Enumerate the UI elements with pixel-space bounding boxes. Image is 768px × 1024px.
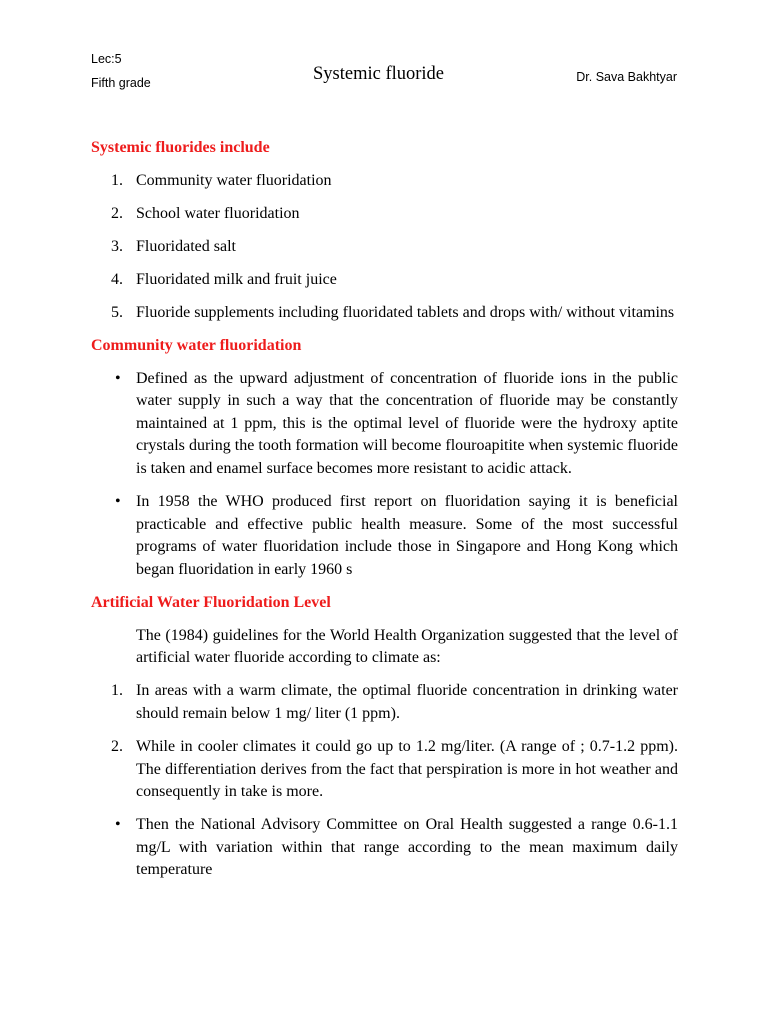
list-item-text: Then the National Advisory Committee on Oral Health suggested a range 0.6-1.1 mg/L with variation within that range according to the mean maximum daily temperature xyxy=(136,816,678,879)
list-item-text: School water fluoridation xyxy=(136,204,300,222)
list-item-text: In areas with a warm climate, the optimal fluoride concentration in drinking water should remain below 1 mg/ liter (1 ppm). xyxy=(136,682,678,722)
bullet-icon: • xyxy=(115,493,121,511)
list-number: 2. xyxy=(111,204,123,222)
list-item-text: Fluoridated salt xyxy=(136,237,236,255)
list-item xyxy=(91,236,678,259)
list-number: 4. xyxy=(111,270,123,288)
section-heading-community-water: Community water fluoridation xyxy=(91,337,302,355)
page-header-left xyxy=(91,47,151,95)
author-name: Dr. Sava Bakhtyar xyxy=(576,70,677,84)
list-item xyxy=(91,736,678,804)
section-heading-systemic-fluorides: Systemic fluorides include xyxy=(91,139,270,156)
list-item xyxy=(91,269,678,292)
list-number: 1. xyxy=(111,171,123,189)
page-title: Systemic fluoride xyxy=(313,64,445,84)
lecture-number: Lec:5 xyxy=(91,52,122,66)
list-number: 3. xyxy=(111,237,123,255)
list-item-text: In 1958 the WHO produced first report on fluoridation saying it is beneficial practicable and effective public health measure. Some of the most successful programs of water fluoridation include those in Singapore and Hong Kong which began fluoridation in early 1960 s xyxy=(136,493,678,578)
list-item xyxy=(91,491,678,581)
bullet-icon: • xyxy=(115,816,121,834)
grade-label: Fifth grade xyxy=(91,76,151,90)
list-item xyxy=(91,368,678,481)
intro-paragraph: The (1984) guidelines for the World Health Organization suggested that the level of artificial water fluoride according to climate as: xyxy=(136,626,678,667)
list-number: 2. xyxy=(111,737,123,755)
section-heading-artificial-level: Artificial Water Fluoridation Level xyxy=(91,594,331,611)
list-item-text: Community water fluoridation xyxy=(136,171,332,189)
bullet-icon: • xyxy=(115,369,121,387)
list-item xyxy=(91,814,678,882)
list-item-text: While in cooler climates it could go up to 1.2 mg/liter. (A range of ; 0.7-1.2 ppm). The differentiation derives from the fact that perspiration is more in hot weather and consequently in take is more. xyxy=(136,737,678,801)
list-item xyxy=(91,680,678,725)
list-item xyxy=(91,170,678,193)
list-number: 1. xyxy=(111,682,123,700)
list-item-text: Defined as the upward adjustment of concentration of fluoride ions in the public water supply in such a way that the concentration of fluoride may be constantly maintained at 1 ppm, this is the optimal level of fluoride were the hydroxy aptite crystals during the tooth formation will become flouroapitite when systemic fluoride is taken and enamel surface becomes more resistant to acidic attack. xyxy=(136,369,678,478)
document-body xyxy=(91,137,678,893)
list-item-text: Fluoridated milk and fruit juice xyxy=(136,270,337,288)
list-number: 5. xyxy=(111,303,123,321)
list-item xyxy=(91,302,678,325)
list-item-text: Fluoride supplements including fluoridated tablets and drops with/ without vitamins xyxy=(136,303,675,321)
list-item xyxy=(91,203,678,226)
